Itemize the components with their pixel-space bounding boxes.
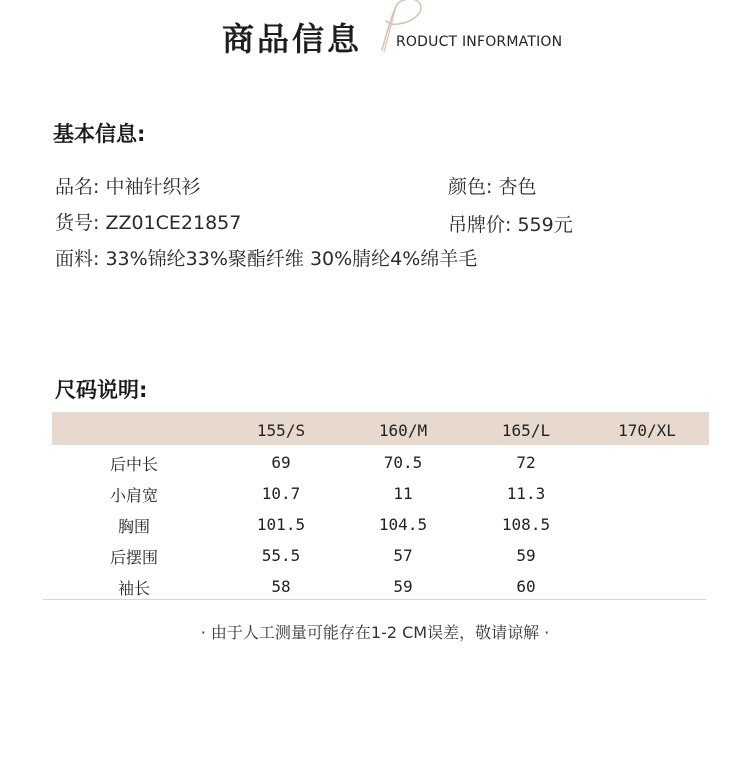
product-price: 吊牌价: 559元 xyxy=(448,214,573,236)
table-divider xyxy=(43,599,706,600)
table-cell: 11 xyxy=(393,484,413,503)
table-cell: 101.5 xyxy=(256,515,306,534)
table-cell: 104.5 xyxy=(378,515,428,534)
measurement-note: · 由于人工测量可能存在1-2 CM误差，敬请谅解 · xyxy=(200,623,550,642)
table-cell: 69 xyxy=(271,453,291,472)
product-fabric: 面料: 33%锦纶33%聚酯纤维 30%腈纶4%绵羊毛 xyxy=(55,248,478,270)
product-sku: 货号: ZZ01CE21857 xyxy=(55,212,242,234)
size-column-header: 165/L xyxy=(501,421,551,440)
product-color: 颜色: 杏色 xyxy=(448,176,537,198)
table-cell: 10.7 xyxy=(261,484,301,503)
row-label: 袖长 xyxy=(117,579,151,598)
table-cell: 58 xyxy=(271,577,291,596)
row-label: 小肩宽 xyxy=(109,486,159,505)
table-cell: 70.5 xyxy=(383,453,423,472)
product-name: 品名: 中袖针织衫 xyxy=(55,176,201,198)
table-cell: 11.3 xyxy=(506,484,546,503)
size-column-header: 160/M xyxy=(378,421,428,440)
row-label: 后中长 xyxy=(109,455,159,474)
table-cell: 72 xyxy=(516,453,536,472)
table-cell: 59 xyxy=(516,546,536,565)
page-subtitle: RODUCT INFORMATION xyxy=(396,34,563,50)
size-column-header: 170/XL xyxy=(618,421,676,440)
size-info-heading: 尺码说明: xyxy=(55,378,148,402)
row-label: 胸围 xyxy=(117,517,151,536)
table-cell: 55.5 xyxy=(261,546,301,565)
row-label: 后摆围 xyxy=(109,548,159,567)
table-cell: 57 xyxy=(393,546,413,565)
page-title: 商品信息 xyxy=(222,20,363,58)
table-cell: 59 xyxy=(393,577,413,596)
size-column-header: 155/S xyxy=(256,421,306,440)
table-cell: 60 xyxy=(516,577,536,596)
basic-info-heading: 基本信息: xyxy=(53,122,146,146)
table-cell: 108.5 xyxy=(501,515,551,534)
